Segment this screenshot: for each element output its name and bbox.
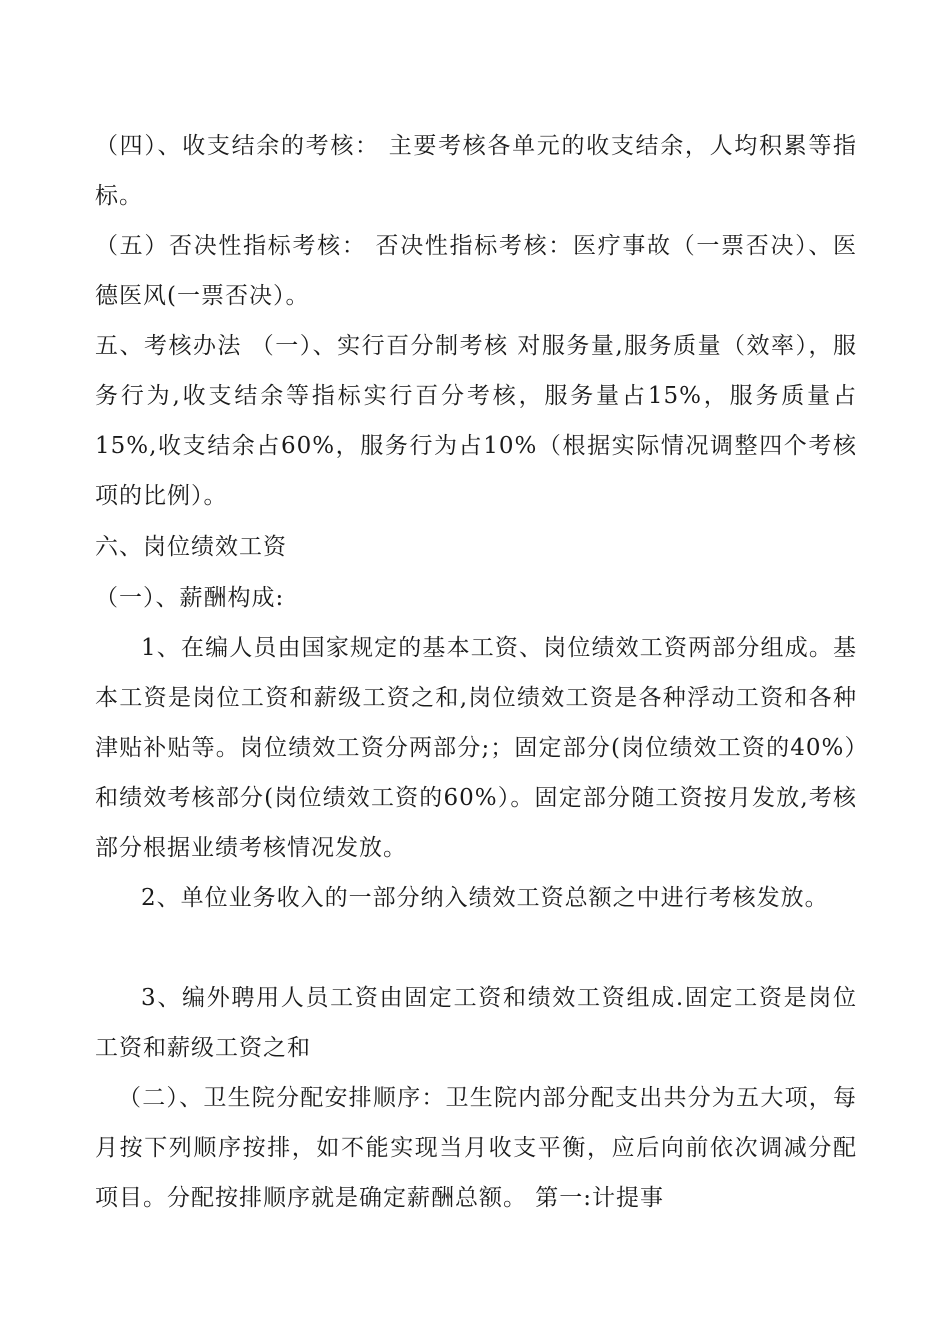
section-heading-performance-pay: 六、岗位绩效工资 [95,534,287,560]
paragraph-item-2-business-income: 2、单位业务收入的一部分纳入绩效工资总额之中进行考核发放。 [141,885,829,911]
paragraph-item-3-contract-staff: 3、编外聘用人员工资由固定工资和绩效工资组成.固定工资是岗位工资和薪级工资之和 [95,985,857,1061]
paragraph-item-1-staff-salary: 1、在编人员由国家规定的基本工资、岗位绩效工资两部分组成。基本工资是岗位工资和薪级工资之和,岗位绩效工资是各种浮动工资和各种津贴补贴等。岗位绩效工资分两部分;；固定部分(岗位绩效工资的40%）和绩效考核部分(岗位绩效工资的60%）。固定部分随工资按月发放,考核部分根据业绩考核情况发放。 [95,635,857,861]
paragraph-assessment-method: 五、考核办法 （一）、实行百分制考核 对服务量,服务质量（效率），服务行为,收支结余等指标实行百分考核，服务量占15%，服务质量占15%,收支结余占60%，服务行为占10%（根据实际情况调整四个考核项的比例）。 [95,333,857,509]
paragraph-veto-indicators: （五）否决性指标考核： 否决性指标考核：医疗事故（一票否决）、医德医风(一票否决）。 [95,233,857,309]
paragraph-distribution-order: （二）、卫生院分配安排顺序：卫生院内部分配支出共分为五大项，每月按下列顺序按排，如不能实现当月收支平衡，应后向前依次调减分配项目。分配按排顺序就是确定薪酬总额。 第一:计提事 [95,1085,857,1211]
subheading-salary-structure: （一）、薪酬构成: [95,585,285,611]
paragraph-balance-assessment: （四）、收支结余的考核： 主要考核各单元的收支结余，人均积累等指标。 [95,133,857,209]
